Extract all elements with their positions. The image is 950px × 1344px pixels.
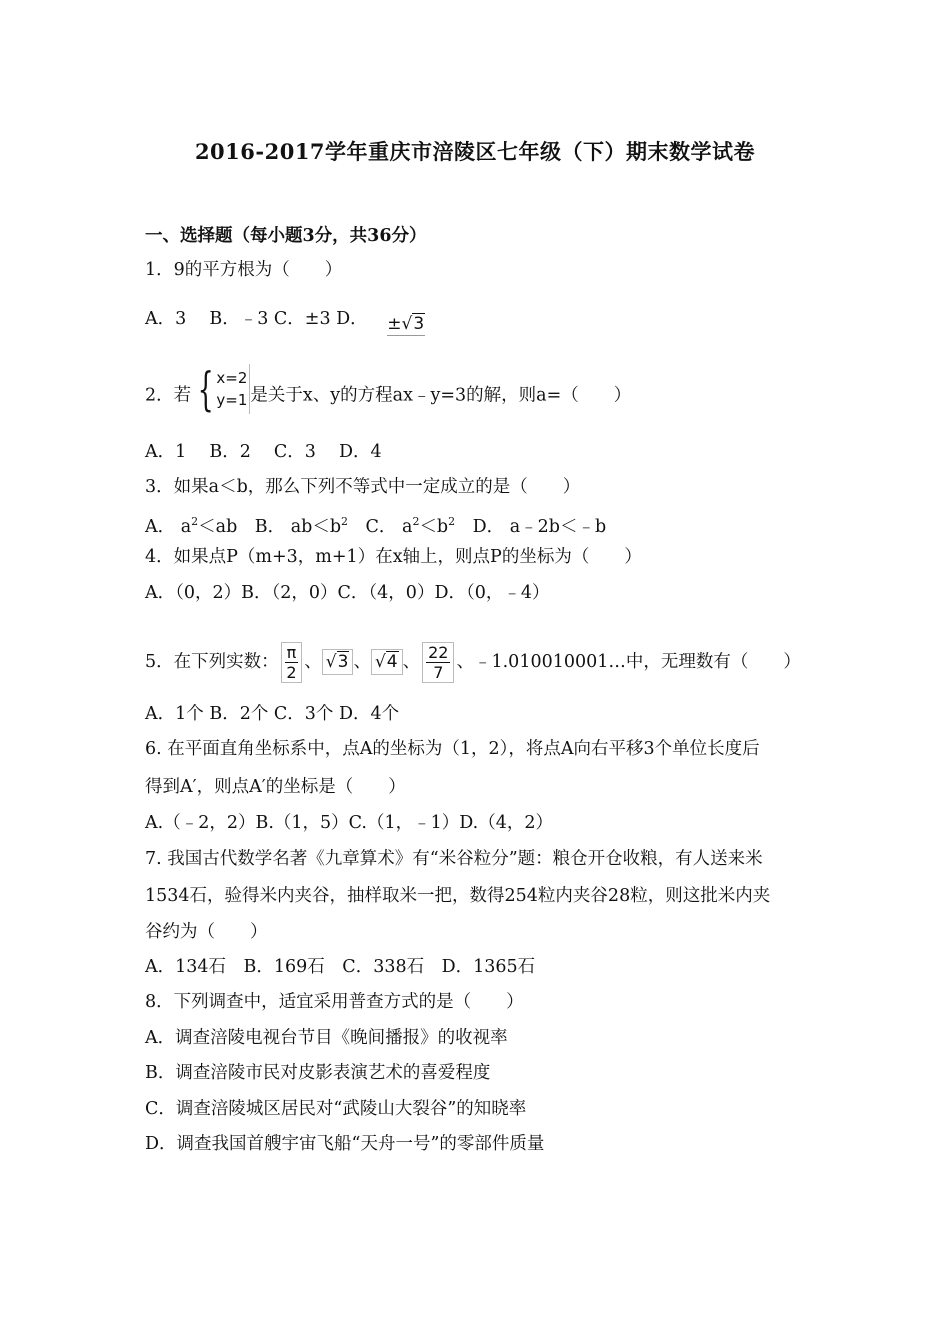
equation-system [191, 364, 250, 414]
question-3-options [145, 511, 606, 538]
question-7-line-2: 1534石，验得米内夹谷，抽样取米一把，数得254粒内夹谷28粒，则这批米内夹 [145, 886, 771, 906]
question-5-prefix: 5．在下列实数： [145, 652, 279, 672]
question-6-options: A.（﹣2，2）B.（1，5）C.（1，﹣1）D.（4，2） [145, 813, 553, 833]
equation-x: x=2 [216, 369, 248, 387]
question-5-options: A．1个 B．2个 C．3个 D．4个 [145, 704, 400, 724]
numerator-pi: π [286, 643, 297, 662]
question-2-suffix: 是关于x、y的方程ax﹣y=3的解，则a=（ ） [250, 385, 632, 406]
question-8-option-c: C．调查涪陵城区居民对“武陵山大裂谷”的知晓率 [145, 1099, 527, 1119]
question-6-line-2: 得到A′，则点A′的坐标是（ ） [145, 777, 406, 797]
question-6-line-1: 6. 在平面直角坐标系中，点A的坐标为（1，2），将点A向右平移3个单位长度后 [145, 739, 760, 759]
question-8-option-a: A．调查涪陵电视台节目《晚间播报》的收视率 [145, 1028, 508, 1048]
sqrt-4: √4 [371, 649, 403, 675]
plus-minus-sqrt3-formula: ±√3 [387, 314, 425, 334]
numerator-22: 22 [428, 643, 449, 662]
plus-minus-sign: ± [387, 314, 402, 334]
radicand-3: 3 [413, 314, 425, 334]
question-5-suffix: 、﹣1.010010001…中，无理数有（ ） [456, 652, 801, 672]
question-1-options-text: A．3 B．﹣3 C．±3 D． [145, 309, 368, 329]
question-8-stem: 8．下列调查中，适宜采用普查方式的是（ ） [145, 992, 524, 1012]
question-4-options: A．（0，2）B．（2，0）C．（4，0）D．（0，﹣4） [145, 583, 550, 603]
sqrt-3: √3 [322, 649, 354, 675]
option-c-text: C． a [348, 517, 413, 537]
question-8-option-b: B．调查涪陵市民对皮影表演艺术的喜爱程度 [145, 1063, 491, 1083]
exponent: 2 [341, 515, 349, 528]
denominator-2: 2 [286, 663, 297, 682]
option-a-text: A． a [145, 517, 192, 537]
exponent: 2 [448, 515, 456, 528]
exponent: 2 [191, 515, 199, 528]
question-5-stem [145, 642, 801, 683]
question-3-stem: 3．如果a＜b，那么下列不等式中一定成立的是（ ） [145, 477, 581, 497]
denominator-7: 7 [433, 663, 444, 682]
option-d-text: D． a﹣2b＜﹣b [455, 517, 607, 537]
question-1-stem: 1．9的平方根为（ ） [145, 260, 343, 280]
exponent: 2 [412, 515, 420, 528]
separator: 、 [402, 652, 421, 672]
equation-y: y=1 [216, 391, 248, 409]
option-a-b-text: ＜ab B． ab＜b [198, 517, 342, 537]
radicand-3: 3 [337, 652, 349, 672]
question-2-prefix: 2．若 [145, 385, 192, 406]
question-7-line-3: 谷约为（ ） [145, 922, 268, 942]
section-heading: 一、选择题（每小题3分，共36分） [145, 226, 427, 246]
fraction-pi-over-2 [281, 642, 303, 683]
fraction-22-over-7 [422, 642, 454, 683]
left-brace-icon: { [197, 362, 214, 416]
radicand-4: 4 [386, 652, 398, 672]
separator: 、 [353, 652, 371, 672]
question-7-options: A．134石 B．169石 C．338石 D．1365石 [145, 957, 536, 977]
question-4-stem: 4．如果点P（m+3，m+1）在x轴上，则点P的坐标为（ ） [145, 547, 642, 567]
page-title: 2016-2017学年重庆市涪陵区七年级（下）期末数学试卷 [194, 139, 756, 164]
separator: 、 [304, 652, 322, 672]
question-1-options [145, 308, 425, 334]
question-2-options: A．1 B．2 C．3 D．4 [145, 442, 382, 462]
option-c-text-2: ＜b [419, 517, 449, 537]
question-8-option-d: D．调查我国首艘宇宙飞船“天舟一号”的零部件质量 [145, 1134, 545, 1154]
question-7-line-1: 7. 我国古代数学名著《九章算术》有“米谷粒分”题：粮仓开仓收粮，有人送来米 [145, 849, 763, 869]
question-2-stem [145, 362, 632, 416]
